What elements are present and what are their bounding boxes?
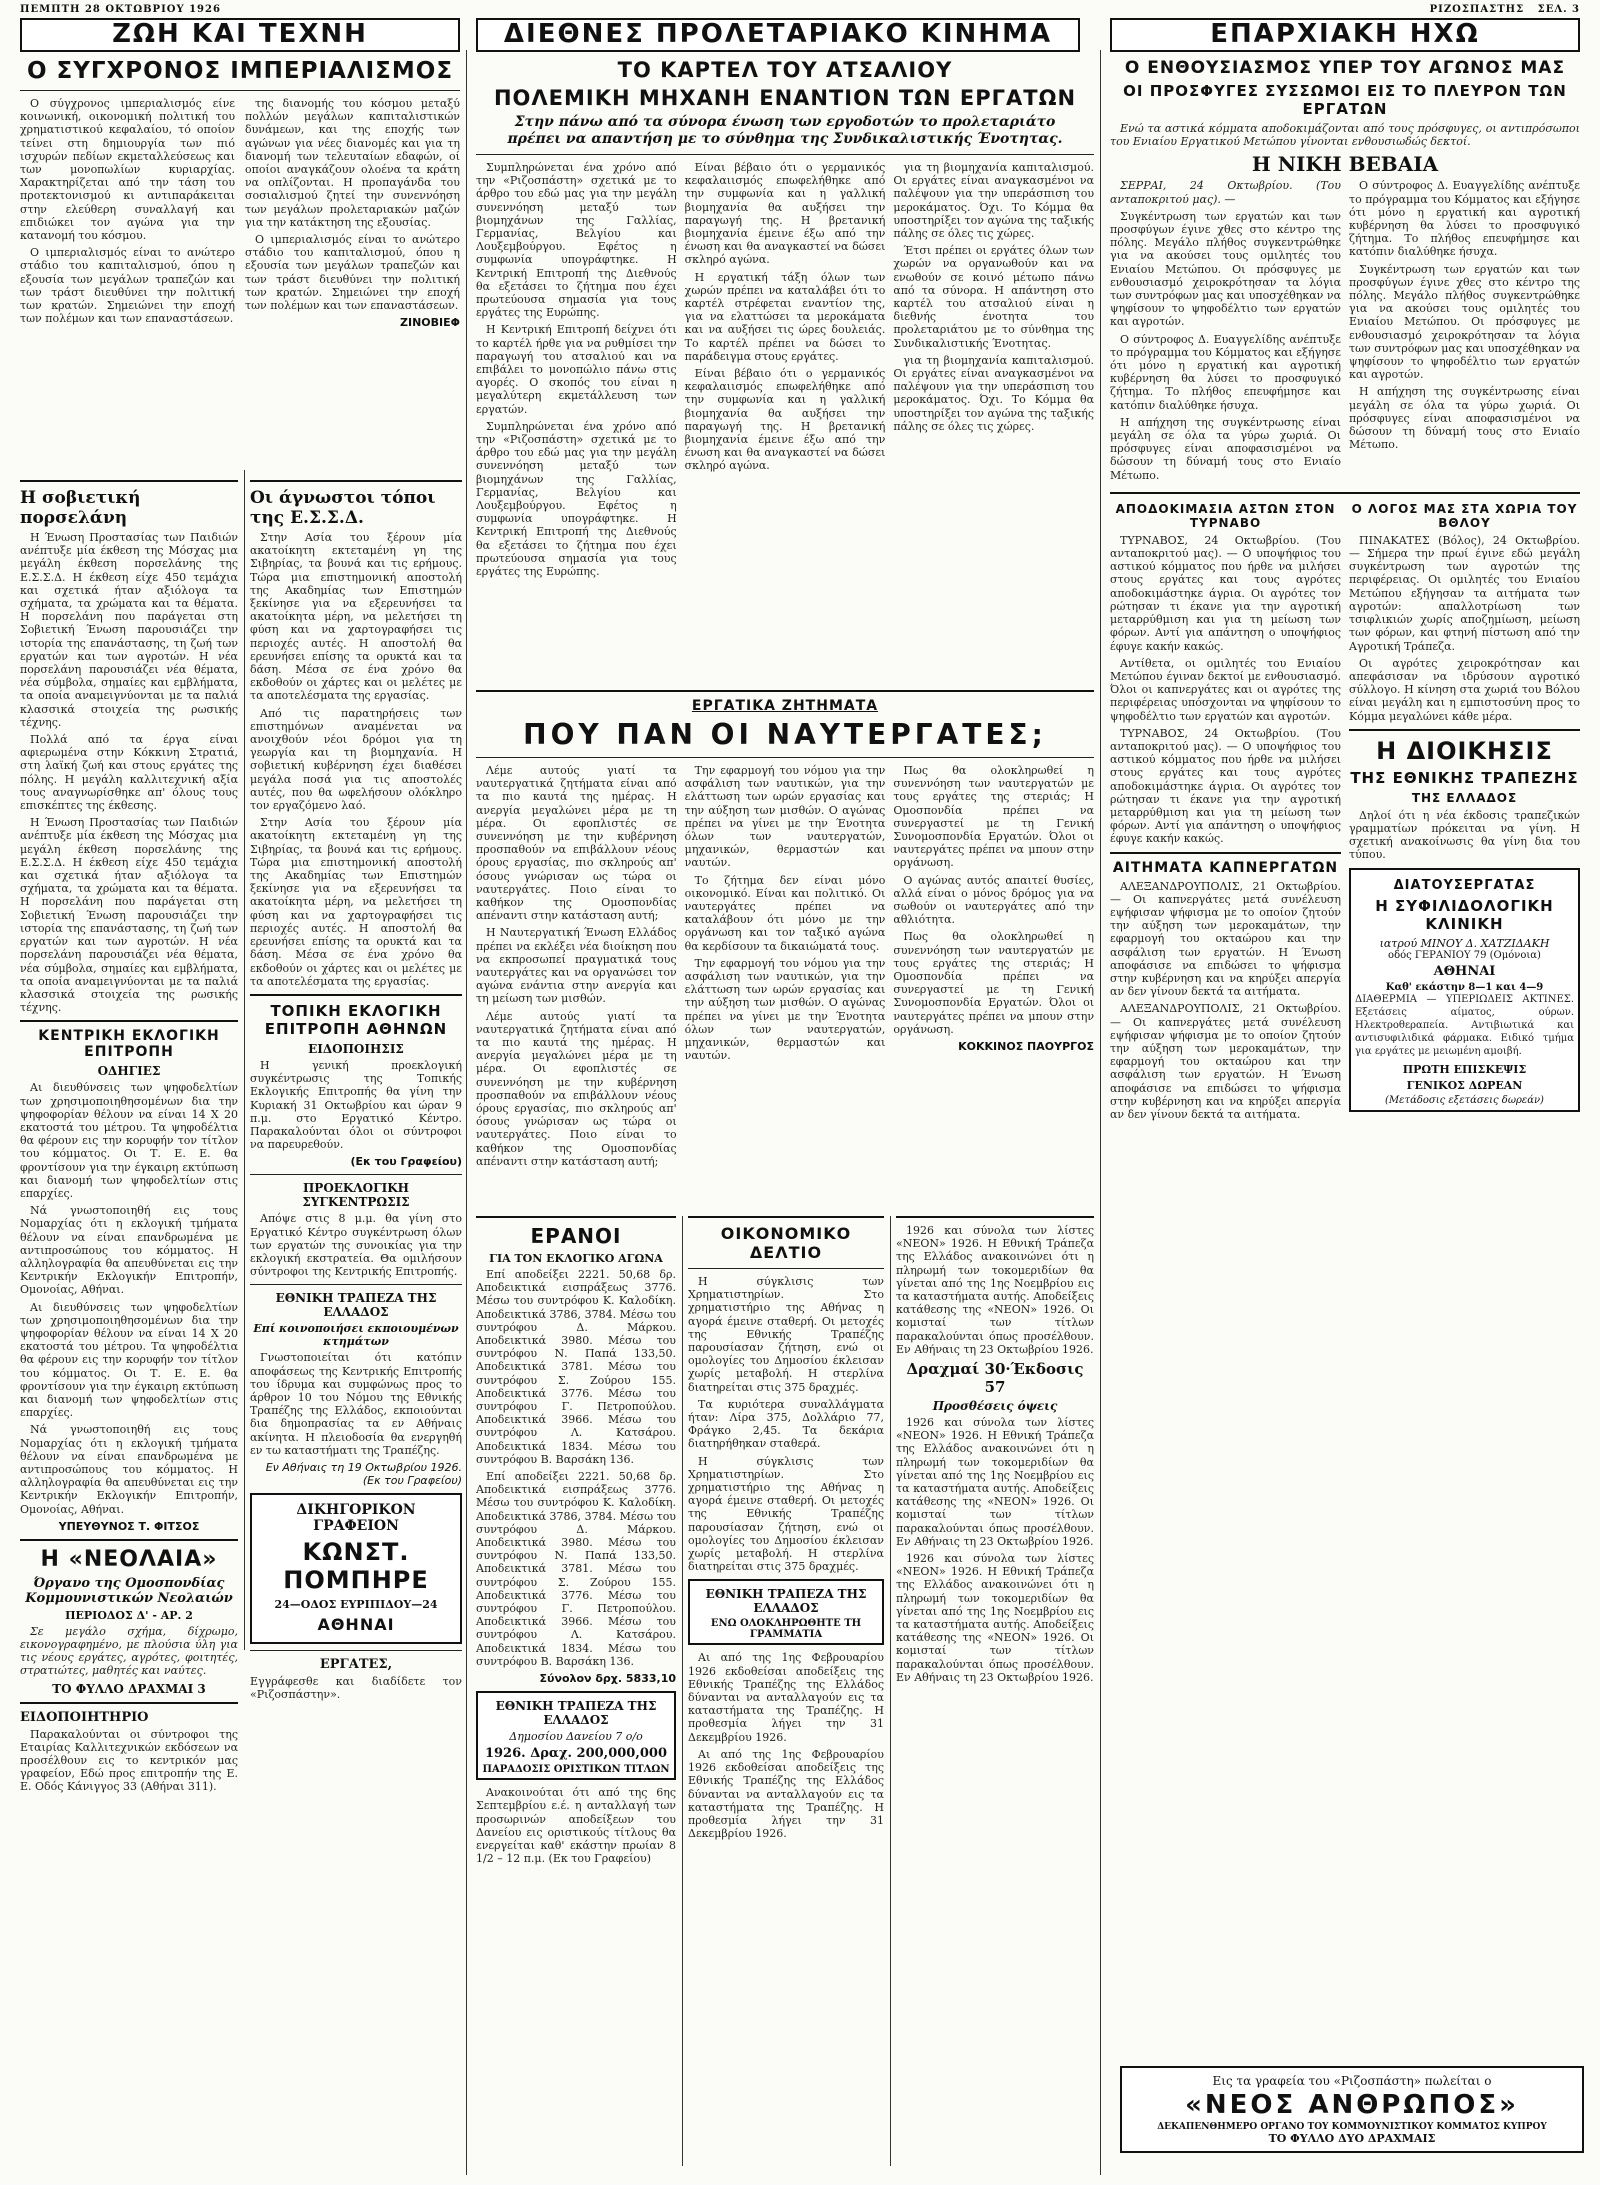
bonds-body: 1926 και σύνολα των λίστες «ΝΕΟΝ» 1926. Η Εθνική Τράπεζα της Ελλάδος ανακοινώνει ότι η πληρωμή των τοκομεριδίων θα γίνεται από της 1ης Νοεμβρίου εις τα καταστήματα αυτής. Αποδείξεις κατάθεσης της «ΝΕΟΝ» 1926. Οι κομισταί των τίτλων παρακαλούνται όπως προσέλθουν. Εν Αθήναις τη 23 Οκτωβρίου 1926. <box>896 1416 1094 1548</box>
victory-body: Ο σύντροφος Δ. Ευαγγελίδης ανέπτυξε το πρόγραμμα του Κόμματος και εξήγησε ότι μόνο η εργατική και αγροτική κυβέρνηση θα λύσει το προσφυγικό ζήτημα. Το πλήθος επευφήμησε και κατόπιν διαλύθηκε ήσυχα. <box>1349 179 1580 259</box>
banner-price: ΤΟ ΦΥΛΛΟ ΔΥΟ ΔΡΑΧΜΑΙΣ <box>1268 2132 1436 2145</box>
imperialism-headline: Ο ΣΥΓΧΡΟΝΟΣ ΙΜΠΕΡΙΑΛΙΣΜΟΣ <box>26 58 454 84</box>
workers-body: Εγγράφεσθε και διαδίδετε τον «Ριζοσπάστην». <box>250 1674 462 1702</box>
divider <box>466 50 467 2175</box>
newspaper-page <box>20 0 1580 2185</box>
clinic-hours: Καθ' εκάστην 8—1 και 4—9 <box>1385 981 1544 993</box>
eranoi-body: Επί αποδείξει 2221. 50,68 δρ. Αποδεικτικά εισπράξεως 3776. Μέσω του συντρόφου Κ. Καλοδίκη. Αποδεικτικά 3786, 3784. Μέσω του συντρόφου Δ. Μάρκου. Αποδεικτικά 3980. Μέσω του συντρόφου Ν. Παπά 133,50. Αποδεικτικά 3781. Μέσω του συντρόφου Σ. Ζούρου 155. Αποδεικτικά 3776. Μέσω του συντρόφου Γ. Πετροπούλου. Αποδεικτικά 3966. Μέσω του συντρόφου Λ. Κατσάρου. Αποδεικτικά 1834. Μέσω του συντρόφου Β. Βαρσάκη 136. <box>476 1268 676 1466</box>
cartel-body: Είναι βέβαιο ότι ο γερμανικός κεφαλαιισμός επωφελήθηκε από την συμφωνία και η γαλλική βιομηχανία θα αυξήσει την παραγωγή της. Η βρετανική βιομηχανία έμεινε έξω από την ένωση και θα αναγκαστεί να δώσει σκληρό αγώνα. <box>684 367 886 473</box>
local-committee-headline: ΤΟΠΙΚΗ ΕΚΛΟΓΙΚΗ ΕΠΙΤΡΟΠΗ ΑΘΗΝΩΝ <box>264 1001 448 1038</box>
sailors-body: Πως θα ολοκληρωθεί η συνεννόηση των ναυτεργατών με τους εργάτες της στεριάς; Η Ομοσπονδία πρέπει να συνεργαστεί με τη Γενική Συνομοσπονδία Εργατών. Όλοι οι ναυτεργάτες πρέπει να μπουν στην οργάνωση. <box>893 930 1094 1036</box>
section-right: ΕΠΑΡΧΙΑΚΗ ΗΧΩ <box>1110 18 1580 52</box>
bank-loan-head: ΕΘΝΙΚΗ ΤΡΑΠΕΖΑ ΤΗΣ ΕΛΛΑΔΟΣ <box>495 1699 657 1728</box>
bank-loan-body: Ανακοινούται ότι από της 6ης Σεπτεμβρίου ε.έ. η ανταλλαγή των προσωρινών αποδείξεων του Δανείου εις οριστικούς τίτλους θα ενεργείται καθ' εκάστην πρωίαν 8 1/2 – 12 π.μ. (Εκ του Γραφείου) <box>476 1786 676 1866</box>
rule <box>250 1174 462 1175</box>
unknown-places-body: Στην Ασία του ξέρουν μία ακατοίκητη εκτεταμένη γη της Σιβηρίας, τα βουνά και τις ερήμους. Τώρα μια επιστημονική αποστολή της Ακαδημίας των Επιστημών ξεκίνησε για να εξερευνήσει τα ακατοίκητα μέρη, να μελετήσει τη φύση και να χαρτογραφήσει τις περιοχές αυτές. Η αποστολή θα ερευνήσει επίσης τα ορυκτά και τα δάση. Μέσα σε ένα χρόνο θα εκδοθούν οι χάρτες και οι μελέτες με τα αποτελέσματα της εργασίας. <box>250 531 462 703</box>
clinic-ad <box>1349 868 1580 1112</box>
rule <box>20 1702 238 1704</box>
tyrnavos-body: Αντίθετα, οι ομιλητές του Ενιαίου Μετώπου έγιναν δεκτοί με ενθουσιασμό. Όλοι οι καπνεργάτες και οι αγρότες της περιφέρειας υπόσχονται να ψηφίσουν το ψηφοδέλτιο των εργατών και αγροτών. <box>1110 656 1341 723</box>
rule <box>250 1284 462 1285</box>
cartel-body: για τη βιομηχανία καπιταλισμού. Οι εργάτες είναι αναγκασμένοι να παλέψουν για την υπεράσπιση του μεροκάματος. Όχι. Το Κόμμα θα υποστηρίξει τον αγώνα της ταξικής πάλης σε όλες τις χώρες. <box>893 161 1094 241</box>
rule <box>476 757 1094 758</box>
right-section <box>1110 54 1580 2124</box>
paper-name: ΡΙΖΟΣΠΑΣΤΗΣ <box>1429 4 1525 15</box>
porcelain-body: Η Ένωση Προστασίας των Παιδιών ανέπτυξε μία έκθεση της Μόσχας μια μεγάλη έκθεση πορσελάνης της Ε.Σ.Σ.Δ. Η έκθεση είχε 450 τεμάχια και σχετικά ήταν αξιόλογα τα σχήματα, τα χρώματα και τα θέματα. Η πορσελάνη που παράγεται στη Σοβιετική Ένωση παρουσιάζει την ιστορία της επανάστασης, τη ζωή των εργατών και των αγροτών. Η νέα πορσελάνη παρουσιάζει νέα θέματα, νέα σύμβολα, σημαίες και εμβλήματα, τα οποία αναμειγνύονται με τα παλιά κλασσικά στοιχεία της ρωσικής τέχνης. <box>20 816 238 1015</box>
section-left: ΖΩΗ ΚΑΙ ΤΕΧΝΗ <box>20 18 460 52</box>
imperialism-body-cont: της διανομής του κόσμου μεταξύ πολλών μεγάλων καπιταλιστικών δυνάμεων, και της εποχής των αγώνων για νέες διανομές και για τη διανομή των τελευταίων εδαφών, οί οποίοι αναγκάζουν ολοένα τα κράτη να οπλίζονται. Η προπαγάνδα του σοσιαλισμού ζητεί την συνεννόηση των μεγάλων προλεταριακών μαζών για την κατάκτηση της εξουσίας. <box>245 97 460 229</box>
eranoi-total: Σύνολον δρχ. 5833,10 <box>539 1672 676 1686</box>
bank-loan-line: Δημοσίου Δανείου 7 ο/ο <box>509 1730 643 1744</box>
econ-body: Η σύγκλισις των Χρηματιστηρίων. Στο χρηματιστήριο της Αθήνας η αγορά έμεινε σταθερή. Οι μετοχές της Εθνικής Τραπέζης παρουσίασαν ζήτηση, ενώ οι ομολογίες του Δημοσίου έκλεισαν χωρίς μεταβολή. Η στερλίνα διατηρείται στις 375 δραχμές. <box>688 1275 884 1394</box>
bank-notice-headline: ΕΘΝΙΚΗ ΤΡΑΠΕΖΑ ΤΗΣ ΕΛΛΑΔΟΣ <box>275 1291 437 1320</box>
eranoi-column <box>476 1216 676 2168</box>
econ-bank-sub: ΕΝΩ ΟΛΟΚΛΗΡΩΘΗΤΕ ΤΗ ΓΡΑΜΜΑΤΙΑ <box>710 1618 862 1641</box>
administration-sub: ΤΗΣ ΕΘΝΙΚΗΣ ΤΡΑΠΕΖΗΣ <box>1350 768 1579 787</box>
tyrnavos-body: ΤΥΡΝΑΒΟΣ, 24 Οκτωβρίου. (Του ανταποκριτού μας). — Ο υποψήφιος του αστικού κόμματος που ήρθε να μιλήσει στους εργάτες και τους αγρότες αποδοκιμάστηκε άγρια. Οι αγρότες τον ρώτησαν τι έκανε για την αγροτική μεταρρύθμιση και για τη μείωση των φόρων. Αντί για απάντηση ο υποψήφιος έφυγε κακήν κακώς. <box>1110 726 1341 846</box>
bank-loan-titles: ΠΑΡΑΔΟΣΙΣ ΟΡΙΣΤΙΚΩΝ ΤΙΤΛΩΝ <box>482 1764 670 1776</box>
cartel-body: Συμπληρώνεται ένα χρόνο από την «Ριζοσπάστη» σχετικά με το άρθρο του εδώ μας για την μεγάλη συνεννόηση μεταξύ των βιομηχάνων της Γαλλίας, Γερμανίας, Βελγίου και Λουξεμβούργου. Εφέτος η συμφωνία υπογράφτηκε. Η Κεντρική Επιτροπή της Διεθνούς θα εξετάσει το ζήτημα που έχει πρωτεύουσα σημασία για τους εργάτες της Ευρώπης. <box>476 419 677 579</box>
sailors-body: Η Ναυτεργατική Ένωση Ελλάδος πρέπει να εκλέξει νέα διοίκηση που να εκπροσωπεί πραγματικά τους ναυτεργάτες και να οργανώσει τον αγώνα ενάντια στην ανεργία και τη μείωση των μισθών. <box>476 926 677 1006</box>
lawyer-ad <box>250 1493 462 1644</box>
unknown-places-headline: Οι άγνωστοι τόποι της Ε.Σ.Σ.Δ. <box>250 488 436 528</box>
rule <box>20 90 460 91</box>
volos-villages-body: ΠΙΝΑΚΑΤΕΣ (Βόλος), 24 Οκτωβρίου. — Σήμερα την πρωί έγινε εδώ μεγάλη συγκέντρωση των αγροτών της περιφέρειας. Οι ομιλητές του Ενιαίου Μετώπου εξήγησαν τα αιτήματα των αγροτών: απαλλοτρίωση των τσιφλικιών χωρίς αποζημίωση, μείωση των φόρων, και φτηνή πίστωση από την Αγροτική Τράπεζα. <box>1349 533 1580 653</box>
imperialism-body: Ο ιμπεριαλισμός είναι το ανώτερο στάδιο του καπιταλισμού, όπου η εξουσία των μεγάλων τραπεζών και των τράστ διευθύνει την πολιτική των κρατών. Σημειώνει την εποχή των πολέμων και των επαναστάσεων. <box>20 246 235 326</box>
porcelain-body: Πολλά από τα έργα είναι αφιερωμένα στην Κόκκινη Στρατιά, στη λαϊκή ζωή και στους εργάτες της πόλης. Η μεγάλη καλλιτεχνική αξία τους αναγνωρίσθηκε απ' όλους τους επισκέπτες της έκθεσης. <box>20 733 238 813</box>
notice-headline: ΕΙΔΟΠΟΙΗΤΗΡΙΟ <box>20 1709 149 1725</box>
divider <box>682 1216 683 2166</box>
imperialism-article <box>20 54 460 474</box>
econ-body: Η σύγκλισις των Χρηματιστηρίων. Στο χρηματιστήριο της Αθήνας η αγορά έμεινε σταθερή. Οι μετοχές της Εθνικής Τραπέζης παρουσίασαν ζήτηση, ενώ οι ομολογίες του Δημοσίου έκλεισαν χωρίς μεταβολή. Η στερλίνα διατηρείται στις 375 δραχμές. <box>688 1454 884 1574</box>
tobacco-workers-body: ΑΛΕΞΑΝΔΡΟΥΠΟΛΙΣ, 21 Οκτωβρίου. — Οι καπνεργάτες μετά συνέλευση εψήφισαν ψήφισμα με το οποίον ζητούν την αύξηση των μεροκαμάτων, την εφαρμογή του οκταώρου και την ασφάλιση των εργατών. Η Ένωση αποφάσισε να επιδώσει το ψήφισμα στην κυβέρνηση και να κηρύξει απεργία αν δεν γίνουν δεκτά τα αιτήματα. <box>1110 879 1341 999</box>
eranoi-sub: ΓΙΑ ΤΟΝ ΕΚΛΟΓΙΚΟ ΑΓΩΝΑ <box>489 1252 663 1265</box>
cartel-body: Είναι βέβαιο ότι ο γερμανικός κεφαλαιισμός επωφελήθηκε από την συμφωνία και η γαλλική βιομηχανία θα αυξήσει την παραγωγή της. Η βρετανική βιομηχανία έμεινε έξω από την ένωση και θα αναγκαστεί να δώσει σκληρό αγώνα. <box>684 161 886 267</box>
masthead-bar <box>20 4 1580 18</box>
divider <box>1100 50 1101 2175</box>
enthusiasm-headline: Ο ΕΝΘΟΥΣΙΑΣΜΟΣ ΥΠΕΡ ΤΟΥ ΑΓΩΝΟΣ ΜΑΣ <box>1124 58 1566 78</box>
banner-line3: ΔΕΚΑΠΕΝΘΗΜΕΡΟ ΟΡΓΑΝΟ ΤΟΥ ΚΟΜΜΟΥΝΙΣΤΙΚΟΥ ΚΟΜΜΑΤΟΣ ΚΥΠΡΟΥ <box>1157 2122 1547 2132</box>
rule <box>250 994 462 996</box>
tobacco-workers-headline: ΑΙΤΗΜΑΤΑ ΚΑΠΝΕΡΓΑΤΩΝ <box>1112 859 1339 876</box>
bonds-headline: Δραχμαί 30·Έκδοσις 57 <box>906 1360 1084 1397</box>
sailors-headline: ΠΟΥ ΠΑΝ ΟΙ ΝΑΥΤΕΡΓΑΤΕΣ; <box>523 718 1047 751</box>
column-1 <box>20 474 238 2174</box>
rule <box>20 1539 238 1541</box>
bank-notice-sub: Επί κοινοποιήσει εκποιουμένων κτημάτων <box>253 1322 459 1349</box>
bonds-body: 1926 και σύνολα των λίστες «ΝΕΟΝ» 1926. Η Εθνική Τράπεζα της Ελλάδος ανακοινώνει ότι η πληρωμή των τοκομεριδίων θα γίνεται από της 1ης Νοεμβρίου εις τα καταστήματα αυτής. Αποδείξεις κατάθεσης της «ΝΕΟΝ» 1926. Οι κομισταί των τίτλων παρακαλούνται όπως προσέλθουν. Εν Αθήναις τη 23 Οκτωβρίου 1926. <box>896 1224 1094 1356</box>
lawyer-address: 24—ΟΔΟΣ ΕΥΡΙΠΙΔΟΥ—24 <box>274 1597 438 1611</box>
porcelain-headline: Η σοβιετική πορσελάνη <box>20 488 141 528</box>
volos-villages-headline: Ο ΛΟΓΟΣ ΜΑΣ ΣΤΑ ΧΩΡΙΑ ΤΟΥ ΒΘΛΟΥ <box>1351 501 1578 530</box>
clinic-note: (Μετάδοσις εξετάσεις δωρεάν) <box>1385 1094 1544 1106</box>
sailors-body: Την εφαρμογή του νόμου για την ασφάλιση των ναυτικών, για την ελάττωση των ωρών εργασίας και την αύξηση των μισθών. Ο αγώνας πρέπει να γίνει με την Ένοτητα όλων των ναυτεργατών, μηχανικών, θερμαστών και ναυτών. <box>684 764 886 870</box>
sailors-body: Λέμε αυτούς γιατί τα ναυτεργατικά ζητήματα είναι από τα πιο καυτά της ημέρας. Η ανεργία μεγαλώνει μέρα με τη μέρα. Οι εφοπλιστές σε συνεννόηση με την κυβέρνηση προσπαθούν να επιβάλλουν νέους όρους εργασίας, πιο σκληρούς απ' όσους γνώρισαν ως τώρα οι ναυτεργάτες. Ποιο είναι το καθήκον της Ομοσπονδίας απέναντι στην κατάσταση αυτή; <box>476 1009 677 1168</box>
election-body: Νά γνωστοποιηθή εις τους Νομαρχίας ότι η εκλογική τμήματα θέλουν να είναι επανδρωμένα με αντιπροσώπους του κόμματος. Η αλληλογραφία θα απευθύνεται εις την Κεντρικήν Εκλογικήν Επιτροπήν, Ομονοίας, Αθήναι. <box>20 1423 238 1516</box>
econ-headline: ΟΙΚΟΝΟΜΙΚΟ ΔΕΛΤΙΟ <box>720 1224 852 1262</box>
imperialism-body-cont: Ο ιμπεριαλισμός είναι το ανώτερο στάδιο του καπιταλισμού, όπου η εξουσία των μεγάλων τραπεζών και των τράστ διευθύνει την πολιτική των κρατών. Σημειώνει την εποχή των πολέμων και των επαναστάσεων. <box>245 233 460 313</box>
rule <box>476 154 1094 155</box>
sailors-article <box>476 690 1094 1212</box>
lawyer-office: ΔΙΚΗΓΟΡΙΚΟΝ ΓΡΑΦΕΙΟΝ <box>296 1501 416 1534</box>
lawyer-city: ΑΘΗΝΑΙ <box>317 1614 395 1634</box>
neolaia-period: ΠΕΡΙΟΔΟΣ Δ' - ΑΡ. 2 <box>65 1608 193 1622</box>
neolaia-title: Η «ΝΕΟΛΑΙΑ» <box>40 1546 218 1572</box>
victory-body: Ο σύντροφος Δ. Ευαγγελίδης ανέπτυξε το πρόγραμμα του Κόμματος και εξήγησε ότι μόνο η εργατική και αγροτική κυβέρνηση θα λύσει το προσφυγικό ζήτημα. Το πλήθος επευφήμησε και κατόπιν διαλύθηκε ήσυχα. <box>1110 332 1341 412</box>
cartel-article <box>476 54 1094 686</box>
victory-body: Συγκέντρωση των εργατών και των προσφύγων έγινε χθες στο κέντρο της πόλης. Μεγάλο πλήθος συγκεντρώθηκε για να ακούσει τους ομιλητές του Ενιαίου Μετώπου. Οι πρόσφυγες με ενθουσιασμό χειροκρότησαν τα λόγια των συντρόφων μας και υποσχέθηκαν να ψηφίσουν το ψηφοδέλτιο των εργατών και αγροτών. <box>1349 262 1580 382</box>
victory-body: Η απήχηση της συγκέντρωσης είναι μεγάλη σε όλα τα γύρω χωριά. Οι πρόσφυγες είναι αποφασισμένοι να δώσουν τη δύναμή τους στο Ενιαίο Μέτωπο. <box>1110 415 1341 482</box>
clinic-city: ΑΘΗΝΑΙ <box>1433 963 1496 979</box>
econ-bank-body: Αι από της 1ης Φεβρουαρίου 1926 εκδοθείσαι αποδείξεις της Εθνικής Τραπέζης της Ελλάδος δύνανται να ανταλλαγούν εις τα καταστήματα της Τραπέζης. Η προθεσμία λήγει την 31 Δεκεμβρίου 1926. <box>688 1747 884 1841</box>
divider <box>244 470 245 1650</box>
local-committee-body: Η γενική προεκλογική συγκέντρωσις της Τοπικής Εκλογικής Επιτροπής θα γίνη την Κυριακή 31 Οκτωβρίου και ώραν 9 π.μ. στο Εργατικό Κέντρο. Παρακαλούνται όλοι οι σύντροφοι να παρευρεθούν. <box>250 1058 462 1152</box>
rally-body: Απόψε στις 8 μ.μ. θα γίνη στο Εργατικό Κέντρο συγκέντρωση όλων των εργατών της συνοικίας για την εκλογική εκστρατεία. Θα ομιλήσουν σύντροφοι της Κεντρικής Επιτροπής. <box>250 1212 462 1279</box>
bank-loan-ad <box>476 1691 676 1780</box>
local-committee-sub: ΕΙΔΟΠΟΙΗΣΙΣ <box>308 1041 404 1056</box>
rule <box>250 1650 462 1651</box>
election-body: Αι διευθύνσεις των ψηφοδελτίων των χρησιμοποιηθησομένων δια την ψηφοφορίαν θέλουν να είναι 14 Χ 20 εκατοστά του μέτρου. Τα ψηφοδέλτια θα φέρουν εις την κορυφήν τον τίτλον του κόμματος. Οι Τ. Ε. Ε. θα φροντίσουν για την έγκαιρη εκτύπωση και διανομή των ψηφοδελτίων στις επαρχίες. <box>20 1081 238 1200</box>
rule <box>20 1020 238 1022</box>
rule <box>250 480 462 482</box>
clinic-kicker: ΔΙΑΤΟΥΣΕΡΓΑΤΑΣ <box>1393 877 1536 893</box>
victory-body: Η απήχηση της συγκέντρωσης είναι μεγάλη σε όλα τα γύρω χωριά. Οι πρόσφυγες είναι αποφασισμένοι να δώσουν τη δύναμή τους στο Ενιαίο Μέτωπο. <box>1349 385 1580 452</box>
page-number: ΣΕΛ. 3 <box>1537 4 1580 15</box>
divider <box>890 1216 891 2166</box>
cartel-body: Συμπληρώνεται ένα χρόνο από την «Ριζοσπάστη» σχετικά με το άρθρο του εδώ μας για την μεγάλη συνεννόηση μεταξύ των βιομηχάνων της Γαλλίας, Γερμανίας, Βελγίου και Λουξεμβούργου. Εφέτος η συμφωνία υπογράφτηκε. Η Κεντρική Επιτροπή της Διεθνούς θα εξετάσει το ζήτημα που έχει πρωτεύουσα σημασία για τους εργάτες της Ευρώπης. <box>476 161 677 320</box>
administration-body: Δηλοί ότι η νέα έκδοσις τραπεζικών γραμματίων πρόκειται να γίνη. Η σχετική ανακοίνωσις θα γίνη δια του τύπου. <box>1349 808 1580 862</box>
bonds-sub: Προσθέσεις όψεις <box>932 1399 1058 1414</box>
election-instructions-sub: ΟΔΗΓΙΕΣ <box>97 1064 161 1079</box>
cartel-subhead: Στην πάνω από τα σύνορα ένωση των εργοδοτών το προλεταριάτο πρέπει να απαντήση με το σύνθημα της Συνδικαλιστικής Ένοτητας. <box>507 114 1063 147</box>
refugees-lede: Ενώ τα αστικά κόμματα αποδοκιμάζονται από τους πρόσφυγες, οι αντιπρόσωποι του Ενιαίου Εργατικού Μετώπου γίνονται ενθουσιωδώς δεκτοί. <box>1110 122 1580 149</box>
cartel-headline-2: ΠΟΛΕΜΙΚΗ ΜΗΧΑΝΗ ΕΝΑΝΤΙΟΝ ΤΩΝ ΕΡΓΑΤΩΝ <box>493 86 1077 110</box>
sailors-body: Ο αγώνας αυτός απαιτεί θυσίες, αλλά είναι ο μόνος δρόμος για να σωθούν οι ναυτεργάτες από την αθλιότητα. <box>893 873 1094 927</box>
election-body: Αι διευθύνσεις των ψηφοδελτίων των χρησιμοποιηθησομένων δια την ψηφοφορίαν θέλουν να είναι 14 Χ 20 εκατοστά του μέτρου. Τα ψηφοδέλτια θα φέρουν εις την κορυφήν τον τίτλον του κόμματος. Οι Τ. Ε. Ε. θα φροντίσουν για την έγκαιρη εκτύπωση και διανομή των ψηφοδελτίων στις επαρχίες. <box>20 1300 238 1420</box>
victory-dateline: ΣΕΡΡΑΙ, 24 Οκτωβρίου. (Του ανταποκριτού μας). — <box>1110 179 1341 206</box>
tyrnavos-body: ΤΥΡΝΑΒΟΣ, 24 Οκτωβρίου. (Του ανταποκριτού μας). — Ο υποψήφιος του αστικού κόμματος που ήρθε να μιλήσει στους εργάτες και τους αγρότες αποδοκιμάστηκε άγρια. Οι αγρότες τον ρώτησαν τι έκανε για την αγροτική μεταρρύθμιση και για τη μείωση των φόρων. Αντί για απάντηση ο υποψήφιος έφυγε κακήν κακώς. <box>1110 533 1341 653</box>
editor-signature: ΥΠΕΥΘΥΝΟΣ Τ. ΦΙΤΣΟΣ <box>58 1519 200 1533</box>
administration-sub2: ΤΗΣ ΕΛΛΑΔΟΣ <box>1411 790 1518 805</box>
victory-headline: Η ΝΙΚΗ ΒΕΒΑΙΑ <box>1251 152 1439 177</box>
rule <box>1349 729 1580 731</box>
unknown-places-body: Από τις παρατηρήσεις των επιστημόνων αναμένεται να ανοιχθούν νέοι δρόμοι για τη γεωργία και τη βιομηχανία. Η σοβιετική κυβέρνηση έχει διαθέσει μεγάλα ποσά για τις αποστολές αυτές, που θα ωφελήσουν ολόκληρο τον εργαζόμενο λαό. <box>250 706 462 813</box>
bank-notice-sign: Εν Αθήναις τη 19 Οκτωβρίου 1926. (Εκ του Γραφείου) <box>265 1460 462 1487</box>
clinic-body: ΔΙΑΘΕΡΜΙΑ — ΥΠΕΡΙΩΔΕΙΣ ΑΚΤΙΝΕΣ. Εξετάσεις αίματος, ούρων. Ηλεκτροθεραπεία. Αντιβιωτικά και αντισυφιλιδικά φάρμακα. Ειδικό τμήμα για εργάτες με μειωμένη αμοιβή. <box>1355 993 1574 1058</box>
article-signature: ΖΙΝΟΒΙΕΦ <box>400 316 460 330</box>
tyrnavos-headline: ΑΠΟΔΟΚΙΜΑΣΙΑ ΑΣΤΩΝ ΣΤΟΝ ΤΥΡΝΑΒΟ <box>1115 501 1336 530</box>
rule <box>688 1268 884 1269</box>
paper-name-page <box>1430 4 1580 15</box>
cartel-headline: ΤΟ ΚΑΡΤΕΛ ΤΟΥ ΑΤΣΑΛΙΟΥ <box>617 58 953 82</box>
rule <box>20 480 238 482</box>
sailors-body: Πως θα ολοκληρωθεί η συνεννόηση των ναυτεργατών με τους εργάτες της στεριάς; Η Ομοσπονδία πρέπει να συνεργαστεί με τη Γενική Συνομοσπονδία Εργατών. Όλοι οι ναυτεργάτες πρέπει να μπουν στην οργάνωση. <box>893 764 1094 870</box>
cartel-body: Η Κεντρική Επιτροπή δείχνει ότι το καρτέλ ήρθε για να ρυθμίσει την παραγωγή του ατσαλιού και να επιβάλει το μονοπώλιο πάνω στις αγορές. Ο σκοπός του είναι η μεγαλύτερη εκμετάλλευση των εργατών. <box>476 323 677 416</box>
clinic-free-2: ΓΕΝΙΚΟΣ ΔΩΡΕΑΝ <box>1406 1078 1523 1092</box>
election-body: Νά γνωστοποιηθή εις τους Νομαρχίας ότι η εκλογική τμήματα θέλουν να είναι επανδρωμένα με αντιπροσώπους του κόμματος. Η αλληλογραφία θα απευθύνεται εις την Κεντρικήν Εκλογικήν Επιτροπήν, Ομονοίας, Αθήναι. <box>20 1204 238 1297</box>
bonds-column <box>896 1216 1094 2168</box>
clinic-address: οδός ΓΕΡΑΝΙΟΥ 79 (Ομόνοια) <box>1388 949 1541 961</box>
neos-anthropos-banner <box>1120 2066 1584 2153</box>
unknown-places-body: Στην Ασία του ξέρουν μία ακατοίκητη εκτεταμένη γη της Σιβηρίας, τα βουνά και τις ερήμους. Τώρα μια επιστημονική αποστολή της Ακαδημίας των Επιστημών ξεκίνησε για να εξερευνήσει τα ακατοίκητα μέρη, να μελετήσει τη φύση και να χαρτογραφήσει τις περιοχές αυτές. Η αποστολή θα ερευνήσει επίσης τα ορυκτά και τα δάση. Μέσα σε ένα χρόνο θα εκδοθούν οι χάρτες και οι μελέτες με τα αποτελέσματα της εργασίας. <box>250 816 462 988</box>
econ-body: Τα κυριότερα συναλλάγματα ήταν: Λίρα 375, Δολλάριο 77, Φράγκο 2,45. Τα δεκάρια διατηρήθηκαν σταθερά. <box>688 1397 884 1451</box>
rally-headline: ΠΡΟΕΚΛΟΓΙΚΗ ΣΥΓΚΕΝΤΡΩΣΙΣ <box>302 1181 410 1210</box>
eranoi-body: Επί αποδείξει 2221. 50,68 δρ. Αποδεικτικά εισπράξεως 3776. Μέσω του συντρόφου Κ. Καλοδίκη. Αποδεικτικά 3786, 3784. Μέσω του συντρόφου Δ. Μάρκου. Αποδεικτικά 3980. Μέσω του συντρόφου Ν. Παπά 133,50. Αποδεικτικά 3781. Μέσω του συντρόφου Σ. Ζούρου 155. Αποδεικτικά 3776. Μέσω του συντρόφου Γ. Πετροπούλου. Αποδεικτικά 3966. Μέσω του συντρόφου Λ. Κατσάρου. Αποδεικτικά 1834. Μέσω του συντρόφου Β. Βαρσάκη 136. <box>476 1470 676 1668</box>
sailors-body: Την εφαρμογή του νόμου για την ασφάλιση των ναυτικών, για την ελάττωση των ωρών εργασίας και την αύξηση των μισθών. Ο αγώνας πρέπει να γίνει με την Ένοτητα όλων των ναυτεργατών, μηχανικών, θερμαστών και ναυτών. <box>684 956 886 1063</box>
bank-loan-amount: 1926. Δραχ. 200,000,000 <box>484 1746 668 1762</box>
porcelain-body: Η Ένωση Προστασίας των Παιδιών ανέπτυξε μία έκθεση της Μόσχας μια μεγάλη έκθεση πορσελάνης της Ε.Σ.Σ.Δ. Η έκθεση είχε 450 τεμάχια και σχετικά ήταν αξιόλογα τα σχήματα, τα χρώματα και τα θέματα. Η πορσελάνη που παράγεται στη Σοβιετική Ένωση παρουσιάζει την ιστορία της επανάστασης, τη ζωή των εργατών και των αγροτών. Η νέα πορσελάνη παρουσιάζει νέα θέματα, νέα σύμβολα, σημαίες και εμβλήματα, τα οποία αναμειγνύονται με τα παλιά κλασσικά στοιχεία της ρωσικής τέχνης. <box>20 531 238 729</box>
column-2 <box>250 474 462 2174</box>
neolaia-subtitle: Όργανο της Ομοσπονδίας Κομμουνιστικών Νεολαιών <box>25 1575 233 1606</box>
banner-line1: Εις τα γραφεία του «Ριζοσπάστη» πωλείται ο <box>1212 2074 1492 2088</box>
cartel-body: Έτσι πρέπει οι εργάτες όλων των χωρών να οργανωθούν και να ενωθούν σε κοινό μέτωπο πάνω από τα σύνορα. Η απάντηση στο καρτέλ του ατσαλιού είναι η διεθνής ένοτητα του προλεταριάτου με το σύνθημα της Συνδικαλιστικής Ένοτητας. <box>893 244 1094 350</box>
cartel-body: για τη βιομηχανία καπιταλισμού. Οι εργάτες είναι αναγκασμένοι να παλέψουν για την υπεράσπιση του μεροκάματος. Όχι. Το Κόμμα θα υποστηρίξει τον αγώνα της ταξικής πάλης σε όλες τις χώρες. <box>893 353 1094 433</box>
econ-bank-body: Αι από της 1ης Φεβρουαρίου 1926 εκδοθείσαι αποδείξεις της Εθνικής Τραπέζης της Ελλάδος δύνανται να ανταλλαγούν εις τα καταστήματα της Τραπέζης. Η προθεσμία λήγει την 31 Δεκεμβρίου 1926. <box>688 1651 884 1744</box>
bonds-body: 1926 και σύνολα των λίστες «ΝΕΟΝ» 1926. Η Εθνική Τράπεζα της Ελλάδος ανακοινώνει ότι η πληρωμή των τοκομεριδίων θα γίνεται από της 1ης Νοεμβρίου εις τα καταστήματα αυτής. Αποδείξεις κατάθεσης της «ΝΕΟΝ» 1926. Οι κομισταί των τίτλων παρακαλούνται όπως προσέλθουν. Εν Αθήναις τη 23 Οκτωβρίου 1926. <box>896 1552 1094 1684</box>
banner-title: «ΝΕΟΣ ΑΝΘΡΩΠΟΣ» <box>1185 2090 1519 2120</box>
neolaia-price: ΤΟ ΦΥΛΛΟ ΔΡΑΧΜΑΙ 3 <box>52 1681 206 1696</box>
rule <box>1110 852 1341 854</box>
neolaia-body: Σε μεγάλο σχήμα, δίχρωμο, εικονογραφημένο, με πλούσια ύλη για τις νέους εργάτες, αγρότες, φοιτητές, στρατιώτες, μαθητές και ναύτες. <box>20 1624 238 1678</box>
workers-headline: ΕΡΓΑΤΕΣ, <box>319 1656 393 1672</box>
labor-kicker: ΕΡΓΑΤΙΚΑ ΖΗΤΗΜΑΤΑ <box>691 698 879 714</box>
econ-bank-head: ΕΘΝΙΚΗ ΤΡΑΠΕΖΑ ΤΗΣ ΕΛΛΑΔΟΣ <box>705 1587 867 1616</box>
sailors-signature: ΚΟΚΚΙΝΟΣ ΠΑΟΥΡΓΟΣ <box>958 1040 1094 1054</box>
notice-body: Παρακαλούνται οι σύντροφοι της Εταιρίας Καλλιτεχνικών εκδόσεων να προσέλθουν εις το κεντρικόν μας γραφείον, Εδώ προς επιτροπήν της Ε. Ε. Οδός Κάνιγγος 33 (Αθήναι 311). <box>20 1727 238 1794</box>
eranoi-headline: ΕΡΑΝΟΙ <box>530 1224 622 1248</box>
lawyer-name: ΚΩΝΣΤ. ΠΟΜΠΗΡΕ <box>283 1537 429 1594</box>
bank-notice-body: Γνωστοποιείται ότι κατόπιν αποφάσεως της Κεντρικής Επιτροπής του ίδρυμα και συμφώνως προς το άρθρον 10 του Νόμου της Εθνικής Τραπέζης της Ελλάδος, εκποιούνται δια δημοπρασίας τα εν Αθήναις ακίνητα. Η πλειοδοσία θα ενεργηθή εν τω καταστήματι της Τραπέζης. <box>250 1351 462 1457</box>
section-center: ΔΙΕΘΝΕΣ ΠΡΟΛΕΤΑΡΙΑΚΟ ΚΙΝΗΜΑ <box>476 18 1080 52</box>
econ-bank-ad <box>688 1579 884 1645</box>
sailors-body: Λέμε αυτούς γιατί τα ναυτεργατικά ζητήματα είναι από τα πιο καυτά της ημέρας. Η ανεργία μεγαλώνει μέρα με τη μέρα. Οι εφοπλιστές σε συνεννόηση με την κυβέρνηση προσπαθούν να επιβάλλουν νέους όρους εργασίας, πιο σκληρούς απ' όσους γνώρισαν ως τώρα οι ναυτεργάτες. Ποιο είναι το καθήκον της Ομοσπονδίας απέναντι στην κατάσταση αυτή; <box>476 764 677 923</box>
imperialism-body: Ο σύγχρονος ιμπεριαλισμός είνε κοινωνική, οικονομική πολιτική του χρηματιστικού κεφαλαίου, τό οποίον τείνει στη δημιουργία των πιό ισχυρών πεδίων εκμεταλλεύσεως και των μονοπωλίων κυριαρχίας. Χαρακτηρίζεται από την τάση του προτεκτονισμού κι αντιπαράκειται στην ελεύθερη συναλλαγή και επιδιώκει τον αγώνα για την κατανομή του κόσμου. <box>20 97 235 243</box>
sailors-body: Το ζήτημα δεν είναι μόνο οικονομικό. Είναι και πολιτικό. Οι ναυτεργάτες πρέπει να καταλάβουν ότι μόνο με την οργάνωση και τον ταξικό αγώνα θα κερδίσουν τα δικαιώματά τους. <box>684 873 886 953</box>
election-committee-headline: ΚΕΝΤΡΙΚΗ ΕΚΛΟΓΙΚΗ ΕΠΙΤΡΟΠΗ <box>38 1028 220 1061</box>
date-line: ΠΕΜΠΤΗ 28 ΟΚΤΩΒΡΙΟΥ 1926 <box>20 4 221 15</box>
clinic-free: ΠΡΩΤΗ ΕΠΙΣΚΕΨΙΣ <box>1402 1062 1527 1076</box>
volos-villages-body: Οι αγρότες χειροκρότησαν και απεφάσισαν να ιδρύσουν αγροτικό σύλλογο. Η κίνηση στα χωριά του Βόλου είναι μεγάλη και η εμπιστοσύνη προς το Κόμμα μεγαλώνει κάθε μέρα. <box>1349 656 1580 723</box>
victory-body: Συγκέντρωση των εργατών και των προσφύγων έγινε χθες στο κέντρο της πόλης. Μεγάλο πλήθος συγκεντρώθηκε για να ακούσει τους ομιλητές του Ενιαίου Μετώπου. Οι πρόσφυγες με ενθουσιασμό χειροκρότησαν τα λόγια των συντρόφων μας και υποσχέθηκαν να ψηφίσουν το ψηφοδέλτιο των εργατών και αγροτών. <box>1110 209 1341 329</box>
clinic-doctor: ιατρού ΜΙΝΟΥ Δ. ΧΑΤΖΙΔΑΚΗ <box>1379 936 1550 950</box>
administration-headline: Η ΔΙΟΙΚΗΣΙΣ <box>1376 736 1553 765</box>
cartel-body: Η εργατική τάξη όλων των χωρών πρέπει να καταλάβει ότι το καρτέλ στρέφεται εναντίον της, για να ελαττώσει τα μεροκάματα και να αυξήσει τις ώρες δουλειάς. Το καρτέλ πρέπει να δώσει το παράδειγμα στους εργάτες. <box>684 270 886 363</box>
econ-column <box>688 1216 884 2168</box>
clinic-title: Η ΣΥΦΙΛΙΔΟΛΟΓΙΚΗ ΚΛΙΝΙΚΗ <box>1375 896 1554 933</box>
tobacco-workers-body: ΑΛΕΞΑΝΔΡΟΥΠΟΛΙΣ, 21 Οκτωβρίου. — Οι καπνεργάτες μετά συνέλευση εψήφισαν ψήφισμα με το οποίον ζητούν την αύξηση των μεροκαμάτων, την εφαρμογή του οκταώρου και την ασφάλιση των εργατών. Η Ένωση αποφάσισε να επιδώσει το ψήφισμα στην κυβέρνηση και να κηρύξει απεργία αν δεν γίνουν δεκτά τα αιτήματα. <box>1110 1002 1341 1121</box>
local-committee-sign: (Εκ του Γραφείου) <box>350 1155 462 1169</box>
refugees-subhead: ΟΙ ΠΡΟΣΦΥΓΕΣ ΣΥΣΣΩΜΟΙ ΕΙΣ ΤΟ ΠΛΕΥΡΟΝ ΤΩΝ ΕΡΓΑΤΩΝ <box>1123 82 1567 118</box>
